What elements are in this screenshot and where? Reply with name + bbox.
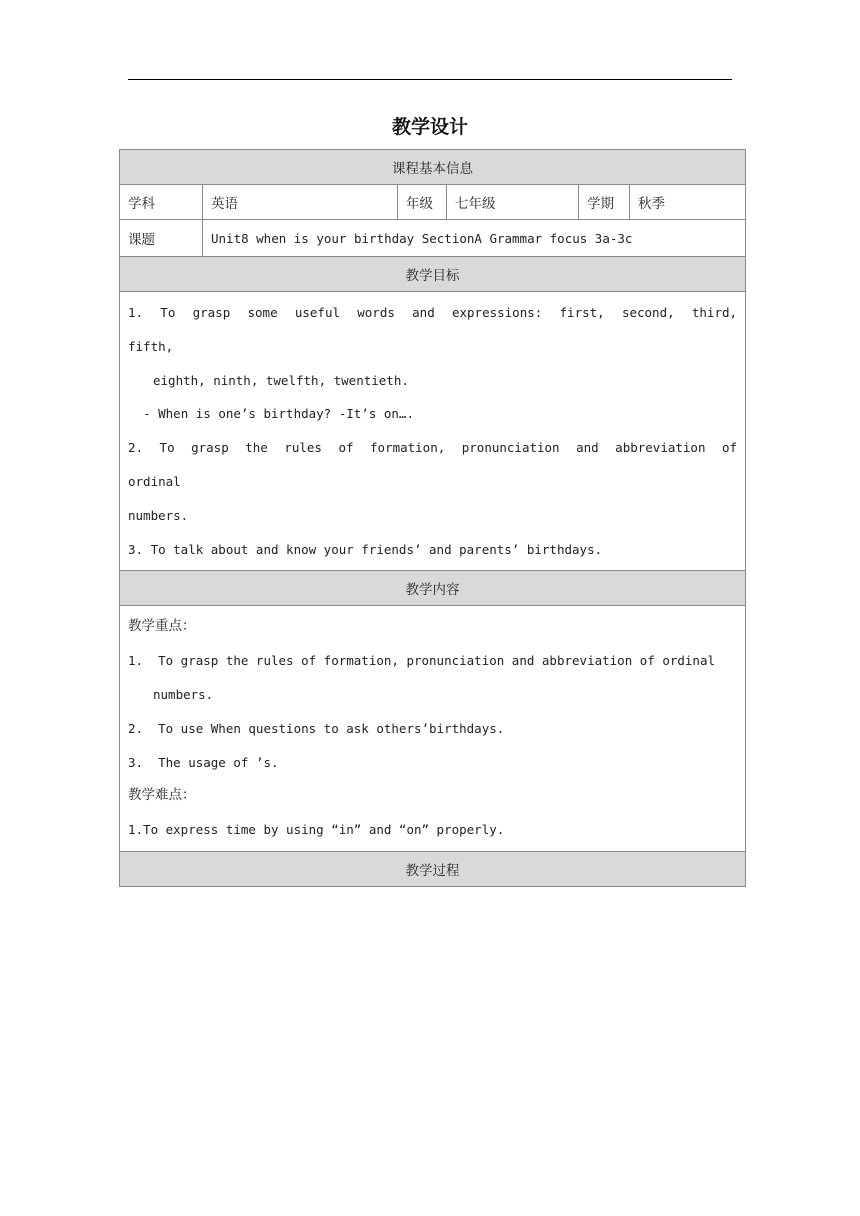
- content-row: [120, 606, 746, 852]
- objective-1-line-2: eighth, ninth, twelfth, twentieth.: [153, 372, 409, 388]
- section-title-objectives: 教学目标: [120, 257, 746, 292]
- objective-2-line-1: 2. To grasp the rules of formation, pronunciation and abbreviation of ordinal: [128, 440, 753, 489]
- document-title: 教学设计: [391, 116, 468, 138]
- section-title-basic-info: 课程基本信息: [120, 150, 746, 185]
- key-point-1-line-2: numbers.: [153, 686, 214, 702]
- subject-label: 学科: [120, 185, 203, 220]
- content-body: [120, 606, 746, 852]
- section-header-content: [120, 571, 746, 606]
- objective-1-line-1: 1. To grasp some useful words and expressions: first, second, third, fifth,: [128, 305, 753, 354]
- term-label: 学期: [579, 185, 630, 220]
- objectives-row: [120, 292, 746, 571]
- subject-value: 英语: [203, 185, 398, 220]
- term-value: 秋季: [630, 185, 746, 220]
- section-header-objectives: [120, 257, 746, 292]
- objective-1-line-3: - When is one’s birthday? -It’s on….: [128, 406, 414, 422]
- topic-value: Unit8 when is your birthday SectionA Grammar focus 3a-3c: [203, 220, 746, 257]
- info-row: [120, 185, 746, 220]
- topic-label: 课题: [120, 220, 203, 257]
- key-point-2: 2. To use When questions to ask others’birthdays.: [128, 720, 505, 736]
- section-title-content: 教学内容: [120, 571, 746, 606]
- section-title-process: 教学过程: [120, 851, 746, 886]
- section-header-basic-info: [120, 150, 746, 185]
- lesson-plan-table: [119, 149, 753, 887]
- topic-row: [120, 220, 746, 257]
- key-point-3: 3. The usage of ’s.: [128, 754, 279, 770]
- objective-2-line-2: numbers.: [128, 507, 189, 523]
- header-rule: [128, 79, 732, 80]
- difficult-points-label: 教学难点：: [128, 787, 196, 804]
- grade-value: 七年级: [447, 185, 579, 220]
- objectives-body: [120, 292, 753, 571]
- grade-label: 年级: [398, 185, 447, 220]
- section-header-process: [120, 851, 746, 886]
- key-point-1-line-1: 1. To grasp the rules of formation, pronunciation and abbreviation of ordinal: [128, 653, 715, 669]
- objective-3: 3. To talk about and know your friends’ and parents’ birthdays.: [128, 541, 603, 557]
- key-points-label: 教学重点：: [128, 618, 196, 635]
- difficult-point-1: 1.To express time by using “in” and “on” properly.: [128, 822, 505, 838]
